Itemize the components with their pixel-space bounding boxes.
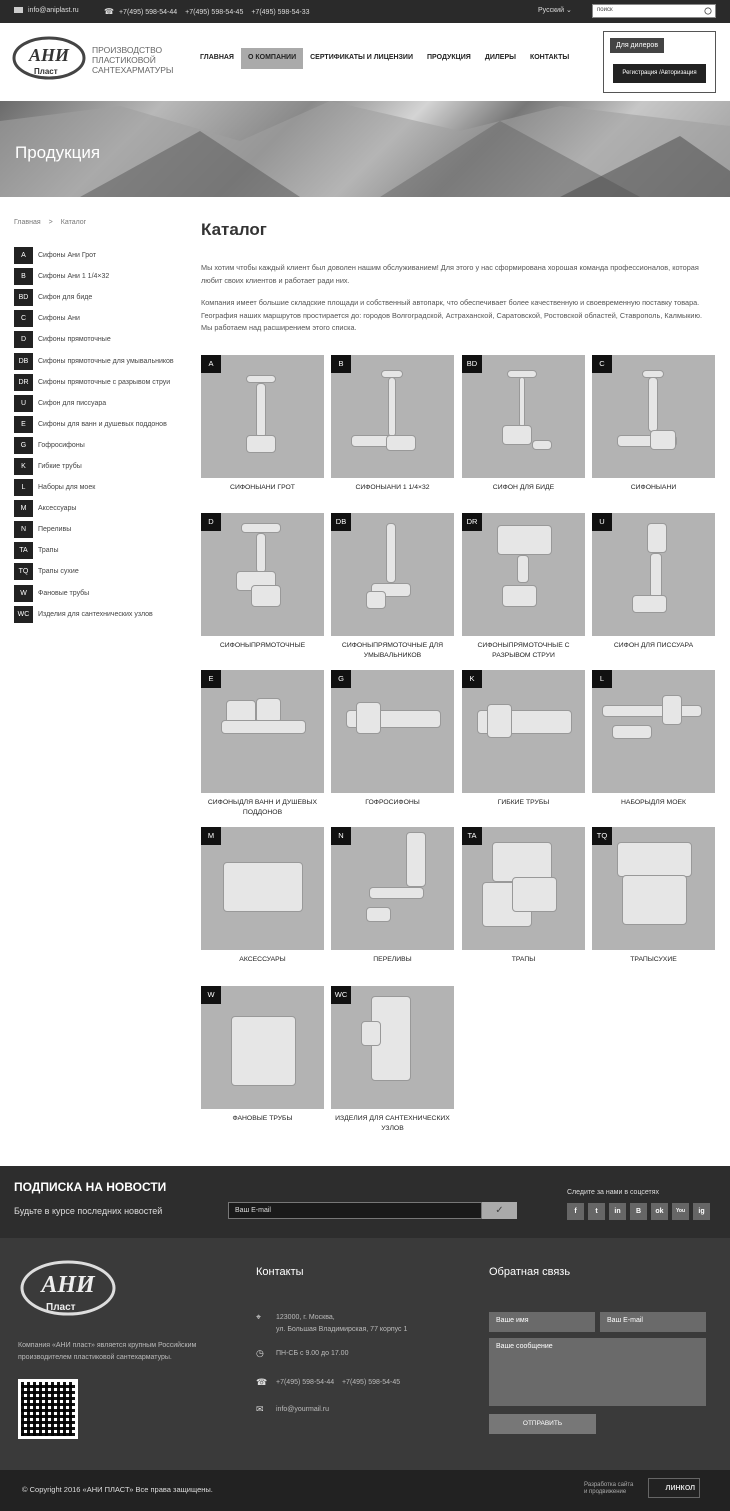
intro-paragraph: Мы хотим чтобы каждый клиент был доволен нашим обслуживанием! Для этого у нас сформирована хорошая команда профессионалов, которая любит своих клиентов и работает ради них.	[201, 263, 699, 285]
product-shape	[650, 430, 676, 450]
category-code-badge: DB	[331, 513, 351, 531]
sidebar-item[interactable]	[14, 266, 194, 287]
main-nav	[193, 48, 576, 69]
newsletter-title: ПОДПИСКА НА НОВОСТИ	[14, 1180, 167, 1194]
developer-credit	[584, 1482, 633, 1496]
sidebar-item[interactable]	[14, 519, 194, 540]
category-code-badge: G	[14, 437, 33, 454]
product-name[interactable]: ПЕРЕЛИВЫ	[373, 956, 412, 963]
catalog-card[interactable]	[201, 986, 324, 1124]
sidebar-item-label: Наборы для моек	[38, 484, 96, 492]
intro-paragraph: Компания имеет большие складские площади и собственный автопарк, что обеспечивает более качественную и своевременную поставку товара. География наших маршрутов простирается до: городов Волгоградской, Астраханской, Саратовской, Ростовской областей, Ставрополь, Калмыкию. Мы работаем над расширением этого списка.	[201, 298, 702, 332]
sidebar-item-label: Переливы	[38, 526, 72, 534]
category-code-badge: G	[331, 670, 351, 688]
product-name[interactable]: СИФОНЫАНИ ГРОТ	[230, 484, 295, 491]
hours-row	[256, 1348, 348, 1360]
sidebar-item[interactable]	[14, 245, 194, 266]
sidebar-item[interactable]	[14, 583, 194, 604]
product-shape	[622, 875, 687, 925]
nav-home[interactable]: ГЛАВНАЯ	[200, 54, 234, 61]
product-image[interactable]	[331, 827, 454, 950]
category-code-badge: A	[201, 355, 221, 373]
category-code-badge: L	[14, 479, 33, 496]
email-link[interactable]: info@aniplast.ru	[28, 7, 79, 14]
product-shape	[602, 705, 702, 717]
sidebar-item-label: Сифоны Ани 1 1/4×32	[38, 273, 110, 281]
sidebar-item-label: Гибкие трубы	[38, 462, 82, 470]
top-phones	[104, 7, 310, 16]
tagline	[92, 45, 173, 75]
category-code-badge: M	[201, 827, 221, 845]
product-shape	[386, 523, 396, 583]
phone-1[interactable]: +7(495) 598-54-44	[118, 9, 178, 16]
developer-logo[interactable]: ЛИНКОЛ	[648, 1478, 700, 1498]
catalog-card[interactable]	[592, 513, 715, 651]
odnoklassniki-icon[interactable]: ok	[651, 1203, 668, 1220]
mail-icon: ✉	[256, 1404, 264, 1414]
sidebar-item-label: Гофросифоны	[38, 441, 85, 449]
category-code-badge: TQ	[14, 563, 33, 580]
vk-icon[interactable]: B	[630, 1203, 647, 1220]
header	[0, 23, 730, 101]
product-shape	[366, 907, 391, 922]
category-code-badge: N	[14, 521, 33, 538]
footer-email[interactable]: info@yourmail.ru	[276, 1406, 330, 1413]
catalog-card[interactable]	[331, 986, 454, 1134]
catalog-card[interactable]	[201, 513, 324, 651]
product-shape	[647, 523, 667, 553]
nav-certificates[interactable]: СЕРТИФИКАТЫ И ЛИЦЕНЗИИ	[310, 54, 413, 61]
checkmark-icon: ✓	[495, 1205, 504, 1216]
sidebar-item-label: Изделия для сантехнических узлов	[38, 610, 153, 618]
catalog-card[interactable]	[462, 355, 585, 493]
category-code-badge: B	[331, 355, 351, 373]
catalog-card[interactable]	[592, 670, 715, 808]
product-shape	[406, 832, 426, 887]
product-shape	[517, 555, 529, 583]
product-name[interactable]: СИФОН ДЛЯ ПИССУАРА	[613, 642, 694, 649]
developer-text: и продвижение	[584, 1489, 627, 1495]
product-image[interactable]	[462, 670, 585, 793]
feedback-name-input[interactable]: Ваше имя	[489, 1312, 595, 1332]
nav-products[interactable]: ПРОДУКЦИЯ	[427, 54, 471, 61]
product-shape	[487, 704, 512, 738]
newsletter-email-input[interactable]: Ваш E-mail	[228, 1202, 482, 1219]
site-logo[interactable]	[12, 33, 87, 83]
footer-logo[interactable]	[18, 1256, 118, 1320]
product-name[interactable]: ГОФРОСИФОНЫ	[365, 799, 420, 806]
feedback-message-input[interactable]: Ваше сообщение	[489, 1338, 706, 1406]
category-code-badge: C	[592, 355, 612, 373]
product-image[interactable]	[592, 670, 715, 793]
category-code-badge: TQ	[592, 827, 612, 845]
product-image[interactable]	[592, 355, 715, 478]
subscribe-button[interactable]	[482, 1202, 517, 1219]
product-image[interactable]	[331, 355, 454, 478]
tagline-line: ПЛАСТИКОВОЙ	[92, 55, 156, 65]
product-shape	[356, 702, 381, 734]
product-name[interactable]: СИФОНЫАНИ 1 1/4×32	[355, 484, 430, 491]
phone-icon: ☎	[104, 7, 114, 16]
catalog-card[interactable]	[201, 355, 324, 493]
sidebar-item-label: Сифоны прямоточные с разрывом струи	[38, 378, 171, 386]
sidebar-item[interactable]	[14, 350, 194, 371]
product-shape	[246, 375, 276, 383]
register-login-button[interactable]: Регистрация /Авторизация	[613, 64, 706, 83]
product-image[interactable]	[462, 827, 585, 950]
product-shape	[502, 425, 532, 445]
product-image[interactable]	[462, 513, 585, 636]
sidebar-item-label: Сифоны Ани Грот	[38, 252, 97, 260]
catalog-card[interactable]	[331, 513, 454, 661]
svg-text:Пласт: Пласт	[34, 67, 58, 76]
linkedin-icon[interactable]: in	[609, 1203, 626, 1220]
product-name[interactable]: ИЗДЕЛИЯ ДЛЯ САНТЕХНИЧЕСКИХ УЗЛОВ	[335, 1115, 450, 1132]
category-code-badge: L	[592, 670, 612, 688]
footer	[0, 1238, 730, 1470]
svg-text:АНИ: АНИ	[28, 45, 70, 65]
product-image[interactable]	[201, 670, 324, 793]
product-shape	[361, 1021, 381, 1046]
sidebar-item-label: Фановые трубы	[38, 589, 90, 597]
product-shape	[223, 862, 303, 912]
product-shape	[492, 842, 552, 882]
product-name[interactable]: СИФОНЫПРЯМОТОЧНЫЕ ДЛЯ УМЫВАЛЬНИКОВ	[341, 642, 444, 659]
category-code-badge: BD	[462, 355, 482, 373]
product-shape	[519, 377, 525, 427]
catalog-title: Каталог	[201, 220, 267, 239]
feedback-title: Обратная связь	[489, 1266, 571, 1278]
category-code-badge: D	[14, 331, 33, 348]
category-code-badge: N	[331, 827, 351, 845]
tagline-line: САНТЕХАРМАТУРЫ	[92, 65, 174, 75]
product-shape	[221, 720, 306, 734]
category-code-badge: BD	[14, 289, 33, 306]
sidebar-item[interactable]	[14, 477, 194, 498]
product-shape	[241, 523, 281, 533]
sidebar-item-label: Сифоны для ванн и душевых поддонов	[38, 420, 167, 428]
product-image[interactable]	[201, 827, 324, 950]
sidebar-item[interactable]	[14, 329, 194, 350]
nav-contacts[interactable]: КОНТАКТЫ	[529, 54, 570, 61]
product-shape	[251, 585, 281, 607]
phone-3[interactable]: +7(495) 598-54-33	[251, 9, 310, 16]
company-description: Компания «АНИ пласт» является крупным Российским производителем пластиковой сантехарматуры.	[18, 1342, 197, 1361]
mail-icon	[14, 7, 23, 13]
product-shape	[388, 377, 396, 437]
product-image[interactable]	[462, 355, 585, 478]
phone-icon: ☎	[256, 1377, 268, 1387]
category-code-badge: TA	[462, 827, 482, 845]
product-image[interactable]	[201, 986, 324, 1109]
language-select[interactable]	[538, 6, 572, 14]
product-name[interactable]: АКСЕССУАРЫ	[239, 956, 286, 963]
category-code-badge: M	[14, 500, 33, 517]
social-links	[567, 1203, 710, 1220]
category-code-badge: K	[14, 458, 33, 475]
product-name[interactable]: СИФОНЫПРЯМОТОЧНЫЕ С РАЗРЫВОМ СТРУИ	[477, 642, 570, 659]
product-name[interactable]: СИФОНЫАНИ	[630, 484, 677, 491]
twitter-icon[interactable]: t	[588, 1203, 605, 1220]
product-name[interactable]: ТРАПЫ	[511, 956, 536, 963]
product-shape	[386, 435, 416, 451]
category-code-badge: DB	[14, 353, 33, 370]
email-row	[256, 1404, 329, 1416]
product-image[interactable]	[331, 513, 454, 636]
catalog-intro	[201, 220, 711, 345]
tagline-line: ПРОИЗВОДСТВО	[92, 45, 163, 55]
sidebar-item[interactable]	[14, 561, 194, 582]
dealer-label: Для дилеров	[610, 38, 664, 53]
product-shape	[369, 887, 424, 899]
catalog-card[interactable]	[592, 355, 715, 493]
product-shape	[512, 877, 557, 912]
search-input[interactable]	[592, 4, 716, 18]
product-name[interactable]: СИФОНЫДЛЯ ВАНН И ДУШЕВЫХ ПОДДОНОВ	[207, 799, 318, 816]
category-code-badge: WC	[14, 606, 33, 623]
category-code-badge: DR	[462, 513, 482, 531]
product-shape	[497, 525, 552, 555]
category-code-badge: E	[14, 416, 33, 433]
search-placeholder: поиск	[597, 7, 613, 13]
bottom-bar	[0, 1470, 730, 1511]
sidebar-item[interactable]	[14, 393, 194, 414]
catalog-card[interactable]	[592, 827, 715, 965]
catalog-card[interactable]	[331, 355, 454, 493]
top-email[interactable]	[14, 7, 79, 14]
sidebar-item-label: Сифоны прямоточные	[38, 336, 111, 344]
breadcrumb	[14, 219, 90, 226]
svg-text:АНИ: АНИ	[41, 1272, 95, 1298]
sidebar-item-label: Аксессуары	[38, 505, 77, 513]
product-shape	[532, 440, 552, 450]
nav-dealers[interactable]: ДИЛЕРЫ	[484, 54, 516, 61]
hero-banner	[0, 101, 730, 197]
category-code-badge: TA	[14, 542, 33, 559]
product-name[interactable]: СИФОН ДЛЯ БИДЕ	[492, 484, 555, 491]
sidebar-item[interactable]	[14, 456, 194, 477]
product-shape	[617, 842, 692, 877]
sidebar-item[interactable]	[14, 414, 194, 435]
product-image[interactable]	[331, 670, 454, 793]
category-code-badge: E	[201, 670, 221, 688]
category-code-badge: D	[201, 513, 221, 531]
top-bar	[0, 0, 730, 23]
sidebar-item-label: Трапы	[38, 547, 59, 555]
sidebar-item[interactable]	[14, 435, 194, 456]
sidebar-item[interactable]	[14, 604, 194, 625]
category-code-badge: U	[14, 395, 33, 412]
product-image[interactable]	[201, 355, 324, 478]
chevron-down-icon: ⌄	[565, 7, 572, 14]
contacts-title: Контакты	[256, 1266, 304, 1278]
page-title: Продукция	[15, 143, 101, 162]
dealer-box	[603, 31, 716, 93]
product-shape	[246, 435, 276, 453]
sidebar-item[interactable]	[14, 498, 194, 519]
language-label: Русский	[538, 7, 564, 14]
hours-text: ПН-СБ с 9.00 до 17.00	[276, 1350, 349, 1357]
hero-background	[0, 101, 730, 197]
instagram-icon[interactable]: ig	[693, 1203, 710, 1220]
product-shape	[256, 533, 266, 573]
category-code-badge: K	[462, 670, 482, 688]
send-button[interactable]: ОТПРАВИТЬ	[489, 1414, 596, 1434]
breadcrumb-separator: >	[48, 219, 53, 226]
catalog-card[interactable]	[331, 670, 454, 808]
newsletter-section	[0, 1166, 730, 1238]
catalog-card[interactable]	[331, 827, 454, 965]
copyright: © Copyright 2016 «АНИ ПЛАСТ» Все права защищены.	[22, 1485, 213, 1494]
sidebar-item-label: Сифон для биде	[38, 294, 93, 302]
nav-about[interactable]: О КОМПАНИИ	[241, 48, 303, 69]
product-shape	[366, 591, 386, 609]
category-code-badge: U	[592, 513, 612, 531]
breadcrumb-current: Каталог	[60, 219, 87, 226]
product-image[interactable]	[331, 986, 454, 1109]
sidebar-item-label: Трапы сухие	[38, 568, 79, 576]
qr-code	[18, 1379, 78, 1439]
phones-row	[256, 1377, 400, 1389]
product-image[interactable]	[201, 513, 324, 636]
sidebar-item[interactable]	[14, 308, 194, 329]
svg-text:Пласт: Пласт	[46, 1302, 76, 1313]
product-shape	[256, 383, 266, 438]
footer-phones[interactable]: +7(495) 598-54-44 +7(495) 598-54-45	[276, 1379, 401, 1386]
follow-label: Следите за нами в соцсетях	[567, 1189, 660, 1196]
catalog-card[interactable]	[201, 670, 324, 818]
product-name[interactable]: ГИБКИЕ ТРУБЫ	[497, 799, 550, 806]
product-name[interactable]: НАБОРЫДЛЯ МОЕК	[621, 799, 686, 806]
catalog-card[interactable]	[201, 827, 324, 965]
product-image[interactable]	[592, 513, 715, 636]
feedback-email-input[interactable]: Ваш E-mail	[600, 1312, 706, 1332]
sidebar-item[interactable]	[14, 540, 194, 561]
address-line: ул. Большая Владимирская, 77 корпус 1	[276, 1326, 408, 1333]
newsletter-subtitle: Будьте в курсе последних новостей	[14, 1206, 163, 1216]
catalog-card[interactable]	[462, 827, 585, 965]
search-icon[interactable]	[705, 8, 712, 15]
product-image[interactable]	[592, 827, 715, 950]
category-code-badge: C	[14, 310, 33, 327]
product-shape	[231, 1016, 296, 1086]
catalog-card[interactable]	[462, 670, 585, 808]
address-line: 123000, г. Москва,	[276, 1314, 335, 1321]
sidebar-item-label: Сифоны Ани	[38, 315, 80, 323]
product-shape	[502, 585, 537, 607]
category-code-badge: W	[14, 585, 33, 602]
product-shape	[650, 553, 662, 598]
address-row	[256, 1312, 407, 1336]
location-pin-icon: ⌖	[256, 1312, 262, 1322]
clock-icon: ◷	[256, 1348, 264, 1358]
product-name[interactable]: ТРАПЫСУХИЕ	[630, 956, 677, 963]
product-shape	[648, 377, 658, 432]
catalog-card[interactable]	[462, 513, 585, 661]
category-code-badge: WC	[331, 986, 351, 1004]
product-name[interactable]: ФАНОВЫЕ ТРУБЫ	[232, 1115, 293, 1122]
category-code-badge: DR	[14, 374, 33, 391]
product-shape	[662, 695, 682, 725]
sidebar-item-label: Сифон для писсуара	[38, 399, 107, 407]
product-shape	[632, 595, 667, 613]
category-sidebar	[14, 245, 194, 625]
developer-text: Разработка сайта	[584, 1482, 634, 1488]
youtube-icon[interactable]: You	[672, 1203, 689, 1220]
facebook-icon[interactable]: f	[567, 1203, 584, 1220]
category-code-badge: B	[14, 268, 33, 285]
product-name[interactable]: СИФОНЫПРЯМОТОЧНЫЕ	[219, 642, 306, 649]
breadcrumb-home[interactable]: Главная	[14, 219, 41, 226]
phone-2[interactable]: +7(495) 598-54-45	[185, 9, 244, 16]
category-code-badge: W	[201, 986, 221, 1004]
category-code-badge: A	[14, 247, 33, 264]
sidebar-item-label: Сифоны прямоточные для умывальников	[38, 357, 174, 365]
sidebar-item[interactable]	[14, 287, 194, 308]
product-shape	[612, 725, 652, 739]
sidebar-item[interactable]	[14, 372, 194, 393]
